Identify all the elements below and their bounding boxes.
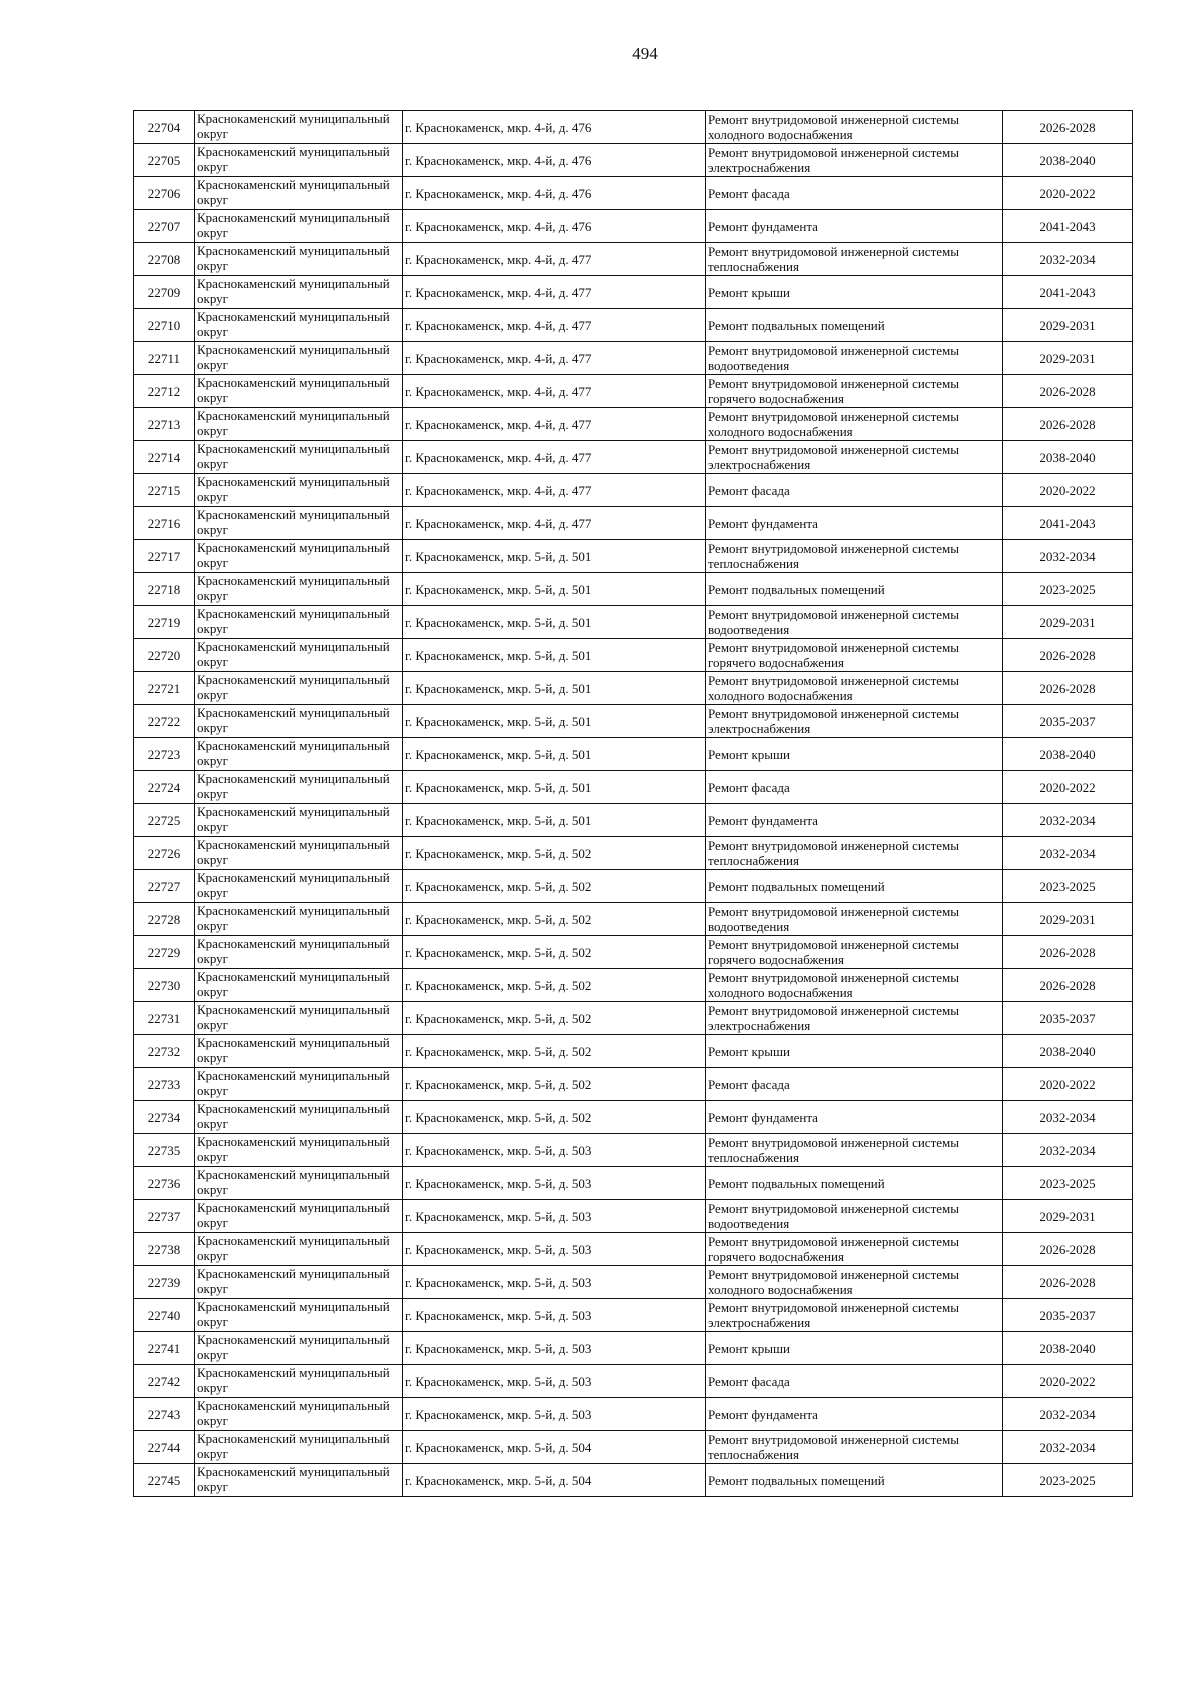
work-type-cell: Ремонт крыши xyxy=(706,1035,1003,1068)
period-cell: 2029-2031 xyxy=(1003,1200,1133,1233)
table-row xyxy=(134,837,1133,870)
work-type-cell: Ремонт фасада xyxy=(706,1068,1003,1101)
address-cell: г. Краснокаменск, мкр. 5-й, д. 502 xyxy=(403,870,706,903)
period-cell: 2029-2031 xyxy=(1003,606,1133,639)
period-cell: 2026-2028 xyxy=(1003,408,1133,441)
table-row xyxy=(134,1068,1133,1101)
table-row xyxy=(134,177,1133,210)
period-cell: 2026-2028 xyxy=(1003,639,1133,672)
address-cell: г. Краснокаменск, мкр. 5-й, д. 503 xyxy=(403,1200,706,1233)
work-type-cell: Ремонт внутридомовой инженерной системы холодного водоснабжения xyxy=(706,1266,1003,1299)
address-cell: г. Краснокаменск, мкр. 5-й, д. 502 xyxy=(403,837,706,870)
address-cell: г. Краснокаменск, мкр. 5-й, д. 503 xyxy=(403,1299,706,1332)
municipality-cell: Краснокаменский муниципальный округ xyxy=(195,1266,403,1299)
work-type-cell: Ремонт фасада xyxy=(706,474,1003,507)
row-number-cell: 22743 xyxy=(134,1398,195,1431)
table-row xyxy=(134,870,1133,903)
municipality-cell: Краснокаменский муниципальный округ xyxy=(195,1365,403,1398)
work-type-cell: Ремонт внутридомовой инженерной системы горячего водоснабжения xyxy=(706,639,1003,672)
municipality-cell: Краснокаменский муниципальный округ xyxy=(195,111,403,144)
municipality-cell: Краснокаменский муниципальный округ xyxy=(195,1332,403,1365)
row-number-cell: 22715 xyxy=(134,474,195,507)
table-row xyxy=(134,1200,1133,1233)
period-cell: 2041-2043 xyxy=(1003,210,1133,243)
period-cell: 2032-2034 xyxy=(1003,1134,1133,1167)
period-cell: 2038-2040 xyxy=(1003,1332,1133,1365)
period-cell: 2023-2025 xyxy=(1003,1464,1133,1497)
work-type-cell: Ремонт внутридомовой инженерной системы водоотведения xyxy=(706,1200,1003,1233)
work-type-cell: Ремонт фундамента xyxy=(706,1101,1003,1134)
municipality-cell: Краснокаменский муниципальный округ xyxy=(195,903,403,936)
address-cell: г. Краснокаменск, мкр. 5-й, д. 503 xyxy=(403,1167,706,1200)
table-row xyxy=(134,705,1133,738)
row-number-cell: 22729 xyxy=(134,936,195,969)
table-row xyxy=(134,1299,1133,1332)
table-row xyxy=(134,408,1133,441)
row-number-cell: 22714 xyxy=(134,441,195,474)
address-cell: г. Краснокаменск, мкр. 5-й, д. 502 xyxy=(403,969,706,1002)
period-cell: 2026-2028 xyxy=(1003,936,1133,969)
period-cell: 2029-2031 xyxy=(1003,309,1133,342)
work-type-cell: Ремонт фундамента xyxy=(706,1398,1003,1431)
row-number-cell: 22738 xyxy=(134,1233,195,1266)
work-type-cell: Ремонт подвальных помещений xyxy=(706,870,1003,903)
work-type-cell: Ремонт внутридомовой инженерной системы электроснабжения xyxy=(706,1299,1003,1332)
table-row xyxy=(134,540,1133,573)
address-cell: г. Краснокаменск, мкр. 5-й, д. 503 xyxy=(403,1134,706,1167)
period-cell: 2035-2037 xyxy=(1003,1002,1133,1035)
work-type-cell: Ремонт крыши xyxy=(706,1332,1003,1365)
row-number-cell: 22730 xyxy=(134,969,195,1002)
work-type-cell: Ремонт фасада xyxy=(706,1365,1003,1398)
row-number-cell: 22742 xyxy=(134,1365,195,1398)
address-cell: г. Краснокаменск, мкр. 4-й, д. 477 xyxy=(403,342,706,375)
municipality-cell: Краснокаменский муниципальный округ xyxy=(195,1035,403,1068)
work-type-cell: Ремонт внутридомовой инженерной системы электроснабжения xyxy=(706,705,1003,738)
row-number-cell: 22721 xyxy=(134,672,195,705)
municipality-cell: Краснокаменский муниципальный округ xyxy=(195,177,403,210)
row-number-cell: 22724 xyxy=(134,771,195,804)
row-number-cell: 22727 xyxy=(134,870,195,903)
table-row xyxy=(134,243,1133,276)
row-number-cell: 22704 xyxy=(134,111,195,144)
municipality-cell: Краснокаменский муниципальный округ xyxy=(195,342,403,375)
municipality-cell: Краснокаменский муниципальный округ xyxy=(195,1299,403,1332)
period-cell: 2026-2028 xyxy=(1003,969,1133,1002)
address-cell: г. Краснокаменск, мкр. 5-й, д. 501 xyxy=(403,672,706,705)
row-number-cell: 22740 xyxy=(134,1299,195,1332)
address-cell: г. Краснокаменск, мкр. 5-й, д. 502 xyxy=(403,1068,706,1101)
table-row xyxy=(134,375,1133,408)
row-number-cell: 22705 xyxy=(134,144,195,177)
table-row xyxy=(134,903,1133,936)
period-cell: 2041-2043 xyxy=(1003,507,1133,540)
page-number: 494 xyxy=(632,44,658,63)
table-row xyxy=(134,276,1133,309)
row-number-cell: 22716 xyxy=(134,507,195,540)
row-number-cell: 22733 xyxy=(134,1068,195,1101)
row-number-cell: 22725 xyxy=(134,804,195,837)
address-cell: г. Краснокаменск, мкр. 5-й, д. 504 xyxy=(403,1431,706,1464)
work-type-cell: Ремонт фасада xyxy=(706,177,1003,210)
work-type-cell: Ремонт подвальных помещений xyxy=(706,1464,1003,1497)
municipality-cell: Краснокаменский муниципальный округ xyxy=(195,276,403,309)
registry-body xyxy=(134,111,1133,1497)
municipality-cell: Краснокаменский муниципальный округ xyxy=(195,606,403,639)
address-cell: г. Краснокаменск, мкр. 4-й, д. 477 xyxy=(403,474,706,507)
work-type-cell: Ремонт внутридомовой инженерной системы водоотведения xyxy=(706,606,1003,639)
period-cell: 2032-2034 xyxy=(1003,1101,1133,1134)
work-type-cell: Ремонт внутридомовой инженерной системы холодного водоснабжения xyxy=(706,408,1003,441)
row-number-cell: 22728 xyxy=(134,903,195,936)
address-cell: г. Краснокаменск, мкр. 5-й, д. 503 xyxy=(403,1365,706,1398)
period-cell: 2026-2028 xyxy=(1003,375,1133,408)
table-row xyxy=(134,1134,1133,1167)
work-type-cell: Ремонт подвальных помещений xyxy=(706,1167,1003,1200)
table-row xyxy=(134,936,1133,969)
row-number-cell: 22707 xyxy=(134,210,195,243)
municipality-cell: Краснокаменский муниципальный округ xyxy=(195,969,403,1002)
work-type-cell: Ремонт внутридомовой инженерной системы холодного водоснабжения xyxy=(706,672,1003,705)
address-cell: г. Краснокаменск, мкр. 5-й, д. 503 xyxy=(403,1233,706,1266)
work-type-cell: Ремонт внутридомовой инженерной системы водоотведения xyxy=(706,903,1003,936)
row-number-cell: 22720 xyxy=(134,639,195,672)
address-cell: г. Краснокаменск, мкр. 4-й, д. 476 xyxy=(403,144,706,177)
period-cell: 2023-2025 xyxy=(1003,1167,1133,1200)
address-cell: г. Краснокаменск, мкр. 4-й, д. 476 xyxy=(403,177,706,210)
address-cell: г. Краснокаменск, мкр. 4-й, д. 476 xyxy=(403,111,706,144)
period-cell: 2020-2022 xyxy=(1003,1068,1133,1101)
address-cell: г. Краснокаменск, мкр. 4-й, д. 477 xyxy=(403,507,706,540)
period-cell: 2032-2034 xyxy=(1003,540,1133,573)
work-type-cell: Ремонт внутридомовой инженерной системы холодного водоснабжения xyxy=(706,969,1003,1002)
table-row xyxy=(134,342,1133,375)
period-cell: 2041-2043 xyxy=(1003,276,1133,309)
table-row xyxy=(134,309,1133,342)
period-cell: 2020-2022 xyxy=(1003,771,1133,804)
row-number-cell: 22741 xyxy=(134,1332,195,1365)
table-row xyxy=(134,111,1133,144)
municipality-cell: Краснокаменский муниципальный округ xyxy=(195,309,403,342)
period-cell: 2038-2040 xyxy=(1003,441,1133,474)
address-cell: г. Краснокаменск, мкр. 5-й, д. 502 xyxy=(403,1035,706,1068)
address-cell: г. Краснокаменск, мкр. 5-й, д. 501 xyxy=(403,804,706,837)
municipality-cell: Краснокаменский муниципальный округ xyxy=(195,573,403,606)
address-cell: г. Краснокаменск, мкр. 4-й, д. 477 xyxy=(403,243,706,276)
period-cell: 2038-2040 xyxy=(1003,144,1133,177)
municipality-cell: Краснокаменский муниципальный округ xyxy=(195,243,403,276)
row-number-cell: 22735 xyxy=(134,1134,195,1167)
row-number-cell: 22706 xyxy=(134,177,195,210)
work-type-cell: Ремонт подвальных помещений xyxy=(706,309,1003,342)
period-cell: 2032-2034 xyxy=(1003,837,1133,870)
period-cell: 2035-2037 xyxy=(1003,705,1133,738)
address-cell: г. Краснокаменск, мкр. 4-й, д. 477 xyxy=(403,309,706,342)
address-cell: г. Краснокаменск, мкр. 5-й, д. 504 xyxy=(403,1464,706,1497)
row-number-cell: 22712 xyxy=(134,375,195,408)
work-type-cell: Ремонт внутридомовой инженерной системы водоотведения xyxy=(706,342,1003,375)
municipality-cell: Краснокаменский муниципальный округ xyxy=(195,210,403,243)
municipality-cell: Краснокаменский муниципальный округ xyxy=(195,705,403,738)
municipality-cell: Краснокаменский муниципальный округ xyxy=(195,1464,403,1497)
table-row xyxy=(134,1332,1133,1365)
row-number-cell: 22731 xyxy=(134,1002,195,1035)
row-number-cell: 22734 xyxy=(134,1101,195,1134)
municipality-cell: Краснокаменский муниципальный округ xyxy=(195,804,403,837)
table-row xyxy=(134,606,1133,639)
municipality-cell: Краснокаменский муниципальный округ xyxy=(195,1233,403,1266)
address-cell: г. Краснокаменск, мкр. 4-й, д. 477 xyxy=(403,276,706,309)
work-type-cell: Ремонт крыши xyxy=(706,738,1003,771)
table-row xyxy=(134,474,1133,507)
row-number-cell: 22710 xyxy=(134,309,195,342)
row-number-cell: 22722 xyxy=(134,705,195,738)
municipality-cell: Краснокаменский муниципальный округ xyxy=(195,507,403,540)
period-cell: 2020-2022 xyxy=(1003,177,1133,210)
table-row xyxy=(134,1398,1133,1431)
address-cell: г. Краснокаменск, мкр. 4-й, д. 477 xyxy=(403,375,706,408)
period-cell: 2023-2025 xyxy=(1003,573,1133,606)
work-type-cell: Ремонт внутридомовой инженерной системы теплоснабжения xyxy=(706,1431,1003,1464)
table-row xyxy=(134,210,1133,243)
period-cell: 2023-2025 xyxy=(1003,870,1133,903)
period-cell: 2020-2022 xyxy=(1003,474,1133,507)
table-row xyxy=(134,1431,1133,1464)
municipality-cell: Краснокаменский муниципальный округ xyxy=(195,1134,403,1167)
row-number-cell: 22745 xyxy=(134,1464,195,1497)
municipality-cell: Краснокаменский муниципальный округ xyxy=(195,474,403,507)
period-cell: 2026-2028 xyxy=(1003,111,1133,144)
registry-table xyxy=(133,110,1133,1497)
work-type-cell: Ремонт подвальных помещений xyxy=(706,573,1003,606)
period-cell: 2038-2040 xyxy=(1003,1035,1133,1068)
period-cell: 2035-2037 xyxy=(1003,1299,1133,1332)
row-number-cell: 22726 xyxy=(134,837,195,870)
work-type-cell: Ремонт внутридомовой инженерной системы электроснабжения xyxy=(706,144,1003,177)
municipality-cell: Краснокаменский муниципальный округ xyxy=(195,738,403,771)
address-cell: г. Краснокаменск, мкр. 4-й, д. 477 xyxy=(403,408,706,441)
period-cell: 2026-2028 xyxy=(1003,1266,1133,1299)
work-type-cell: Ремонт внутридомовой инженерной системы теплоснабжения xyxy=(706,837,1003,870)
period-cell: 2029-2031 xyxy=(1003,903,1133,936)
municipality-cell: Краснокаменский муниципальный округ xyxy=(195,837,403,870)
municipality-cell: Краснокаменский муниципальный округ xyxy=(195,1101,403,1134)
address-cell: г. Краснокаменск, мкр. 5-й, д. 503 xyxy=(403,1332,706,1365)
row-number-cell: 22708 xyxy=(134,243,195,276)
table-row xyxy=(134,1266,1133,1299)
municipality-cell: Краснокаменский муниципальный округ xyxy=(195,1398,403,1431)
table-row xyxy=(134,639,1133,672)
work-type-cell: Ремонт крыши xyxy=(706,276,1003,309)
address-cell: г. Краснокаменск, мкр. 5-й, д. 501 xyxy=(403,606,706,639)
address-cell: г. Краснокаменск, мкр. 5-й, д. 502 xyxy=(403,903,706,936)
address-cell: г. Краснокаменск, мкр. 4-й, д. 477 xyxy=(403,441,706,474)
work-type-cell: Ремонт внутридомовой инженерной системы теплоснабжения xyxy=(706,540,1003,573)
row-number-cell: 22737 xyxy=(134,1200,195,1233)
row-number-cell: 22732 xyxy=(134,1035,195,1068)
municipality-cell: Краснокаменский муниципальный округ xyxy=(195,639,403,672)
work-type-cell: Ремонт фасада xyxy=(706,771,1003,804)
municipality-cell: Краснокаменский муниципальный округ xyxy=(195,1200,403,1233)
row-number-cell: 22709 xyxy=(134,276,195,309)
table-row xyxy=(134,738,1133,771)
row-number-cell: 22736 xyxy=(134,1167,195,1200)
table-row xyxy=(134,1101,1133,1134)
address-cell: г. Краснокаменск, мкр. 4-й, д. 476 xyxy=(403,210,706,243)
table-row xyxy=(134,771,1133,804)
table-row xyxy=(134,804,1133,837)
work-type-cell: Ремонт внутридомовой инженерной системы холодного водоснабжения xyxy=(706,111,1003,144)
address-cell: г. Краснокаменск, мкр. 5-й, д. 501 xyxy=(403,540,706,573)
address-cell: г. Краснокаменск, мкр. 5-й, д. 501 xyxy=(403,639,706,672)
address-cell: г. Краснокаменск, мкр. 5-й, д. 501 xyxy=(403,738,706,771)
table-row xyxy=(134,1464,1133,1497)
address-cell: г. Краснокаменск, мкр. 5-й, д. 502 xyxy=(403,936,706,969)
municipality-cell: Краснокаменский муниципальный округ xyxy=(195,672,403,705)
municipality-cell: Краснокаменский муниципальный округ xyxy=(195,408,403,441)
work-type-cell: Ремонт внутридомовой инженерной системы горячего водоснабжения xyxy=(706,375,1003,408)
table-row xyxy=(134,1167,1133,1200)
table-row xyxy=(134,1365,1133,1398)
address-cell: г. Краснокаменск, мкр. 5-й, д. 501 xyxy=(403,705,706,738)
period-cell: 2029-2031 xyxy=(1003,342,1133,375)
address-cell: г. Краснокаменск, мкр. 5-й, д. 503 xyxy=(403,1398,706,1431)
municipality-cell: Краснокаменский муниципальный округ xyxy=(195,375,403,408)
work-type-cell: Ремонт фундамента xyxy=(706,210,1003,243)
row-number-cell: 22723 xyxy=(134,738,195,771)
row-number-cell: 22718 xyxy=(134,573,195,606)
municipality-cell: Краснокаменский муниципальный округ xyxy=(195,1068,403,1101)
work-type-cell: Ремонт внутридомовой инженерной системы теплоснабжения xyxy=(706,243,1003,276)
municipality-cell: Краснокаменский муниципальный округ xyxy=(195,540,403,573)
municipality-cell: Краснокаменский муниципальный округ xyxy=(195,1167,403,1200)
municipality-cell: Краснокаменский муниципальный округ xyxy=(195,144,403,177)
table-row xyxy=(134,507,1133,540)
table-row xyxy=(134,1035,1133,1068)
municipality-cell: Краснокаменский муниципальный округ xyxy=(195,870,403,903)
work-type-cell: Ремонт фундамента xyxy=(706,804,1003,837)
address-cell: г. Краснокаменск, мкр. 5-й, д. 501 xyxy=(403,573,706,606)
work-type-cell: Ремонт фундамента xyxy=(706,507,1003,540)
row-number-cell: 22717 xyxy=(134,540,195,573)
period-cell: 2020-2022 xyxy=(1003,1365,1133,1398)
address-cell: г. Краснокаменск, мкр. 5-й, д. 503 xyxy=(403,1266,706,1299)
address-cell: г. Краснокаменск, мкр. 5-й, д. 502 xyxy=(403,1101,706,1134)
table-row xyxy=(134,144,1133,177)
period-cell: 2038-2040 xyxy=(1003,738,1133,771)
table-row xyxy=(134,441,1133,474)
table-row xyxy=(134,1002,1133,1035)
table-row xyxy=(134,573,1133,606)
address-cell: г. Краснокаменск, мкр. 5-й, д. 501 xyxy=(403,771,706,804)
work-type-cell: Ремонт внутридомовой инженерной системы электроснабжения xyxy=(706,1002,1003,1035)
row-number-cell: 22739 xyxy=(134,1266,195,1299)
municipality-cell: Краснокаменский муниципальный округ xyxy=(195,771,403,804)
municipality-cell: Краснокаменский муниципальный округ xyxy=(195,1431,403,1464)
row-number-cell: 22744 xyxy=(134,1431,195,1464)
table-row xyxy=(134,969,1133,1002)
work-type-cell: Ремонт внутридомовой инженерной системы теплоснабжения xyxy=(706,1134,1003,1167)
period-cell: 2032-2034 xyxy=(1003,804,1133,837)
municipality-cell: Краснокаменский муниципальный округ xyxy=(195,1002,403,1035)
period-cell: 2032-2034 xyxy=(1003,243,1133,276)
period-cell: 2026-2028 xyxy=(1003,672,1133,705)
row-number-cell: 22713 xyxy=(134,408,195,441)
table-row xyxy=(134,1233,1133,1266)
row-number-cell: 22711 xyxy=(134,342,195,375)
period-cell: 2032-2034 xyxy=(1003,1431,1133,1464)
work-type-cell: Ремонт внутридомовой инженерной системы электроснабжения xyxy=(706,441,1003,474)
table-row xyxy=(134,672,1133,705)
work-type-cell: Ремонт внутридомовой инженерной системы горячего водоснабжения xyxy=(706,1233,1003,1266)
municipality-cell: Краснокаменский муниципальный округ xyxy=(195,441,403,474)
period-cell: 2032-2034 xyxy=(1003,1398,1133,1431)
municipality-cell: Краснокаменский муниципальный округ xyxy=(195,936,403,969)
address-cell: г. Краснокаменск, мкр. 5-й, д. 502 xyxy=(403,1002,706,1035)
work-type-cell: Ремонт внутридомовой инженерной системы горячего водоснабжения xyxy=(706,936,1003,969)
row-number-cell: 22719 xyxy=(134,606,195,639)
period-cell: 2026-2028 xyxy=(1003,1233,1133,1266)
